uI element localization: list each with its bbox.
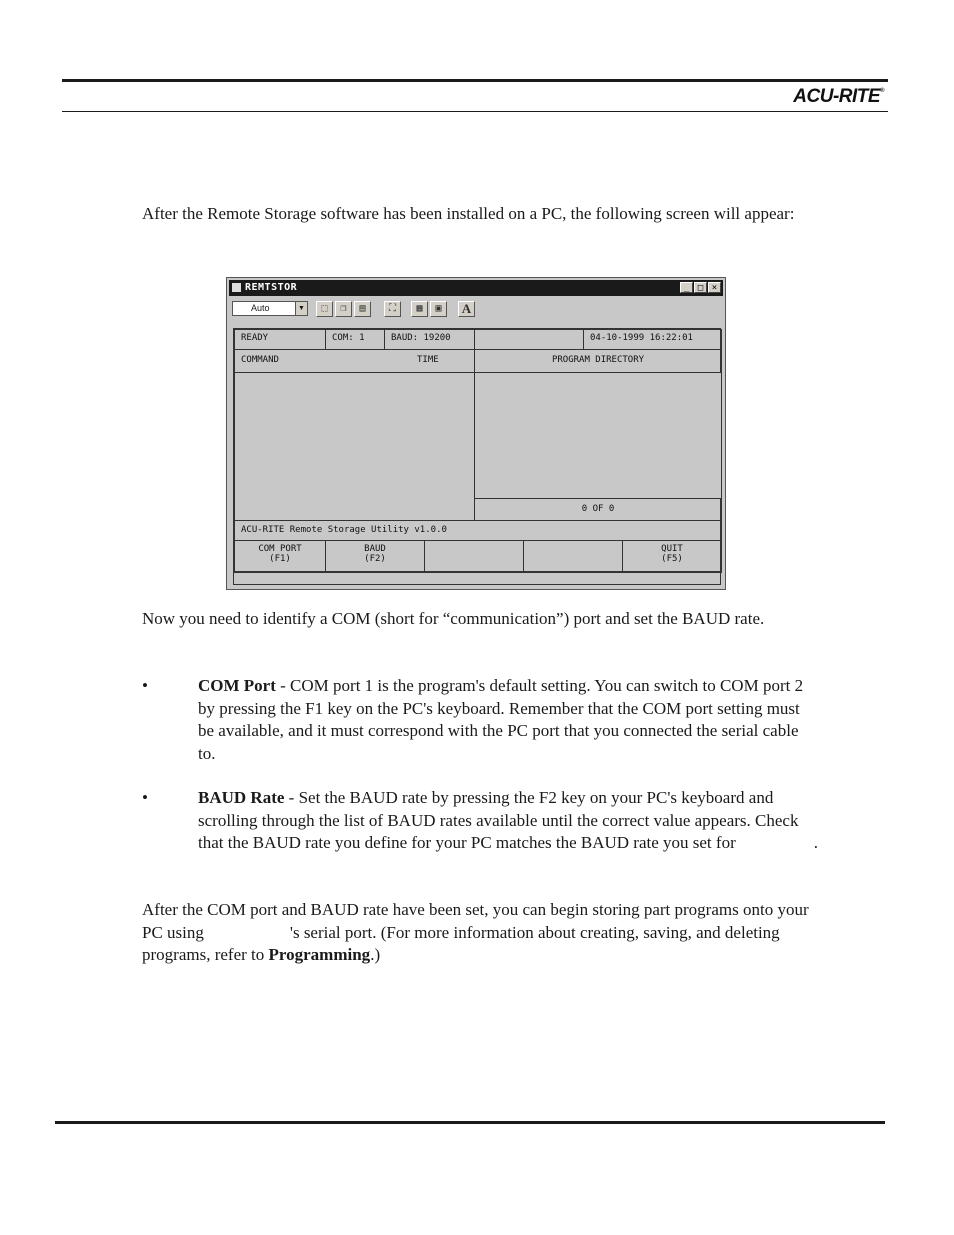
directory-header: PROGRAM DIRECTORY bbox=[474, 349, 722, 373]
minimize-button[interactable]: _ bbox=[680, 282, 693, 293]
font-size-combo[interactable]: Auto ▼ bbox=[232, 301, 308, 316]
chevron-down-icon[interactable]: ▼ bbox=[295, 302, 307, 315]
copy-icon[interactable]: ❐ bbox=[335, 301, 352, 317]
com-port-button[interactable]: COM PORT (F1) bbox=[234, 540, 326, 573]
fullscreen-icon[interactable]: ⛶ bbox=[384, 301, 401, 317]
console-bottom-strip bbox=[233, 572, 721, 585]
command-log-area[interactable] bbox=[234, 372, 475, 521]
font-button[interactable]: A bbox=[458, 301, 475, 317]
acu-rite-logo: ACU-RITE® bbox=[793, 86, 884, 107]
bullet-marker: • bbox=[142, 788, 148, 807]
bullet-marker: • bbox=[142, 676, 148, 695]
program-directory-list[interactable] bbox=[474, 372, 722, 499]
window-toolbar bbox=[229, 298, 723, 320]
command-header: COMMAND TIME bbox=[234, 349, 475, 373]
console-panel bbox=[233, 328, 721, 572]
maximize-button[interactable]: □ bbox=[694, 282, 707, 293]
app-footer-label: ACU-RITE Remote Storage Utility v1.0.0 bbox=[234, 520, 722, 541]
close-button[interactable]: × bbox=[708, 282, 721, 293]
footer-rule bbox=[55, 1121, 885, 1124]
intro-paragraph: After the Remote Storage software has been installed on a PC, the following screen will appear: bbox=[142, 204, 795, 223]
marquee-icon[interactable]: ⬚ bbox=[316, 301, 333, 317]
window-title: REMTSTOR bbox=[245, 282, 298, 293]
background-icon[interactable]: ▣ bbox=[430, 301, 447, 317]
function-key-4-button[interactable] bbox=[523, 540, 623, 573]
status-blank bbox=[474, 329, 584, 350]
status-com: COM: 1 bbox=[325, 329, 385, 350]
function-key-3-button[interactable] bbox=[424, 540, 524, 573]
window-titlebar bbox=[229, 280, 723, 296]
paste-icon[interactable]: ▤ bbox=[354, 301, 371, 317]
baud-button[interactable]: BAUD (F2) bbox=[325, 540, 425, 573]
header-rule-thick bbox=[62, 79, 888, 82]
com-port-term: COM Port bbox=[198, 676, 276, 695]
remtstor-window bbox=[226, 277, 726, 590]
header-rule-thin bbox=[62, 111, 888, 112]
status-ready: READY bbox=[234, 329, 326, 350]
status-baud: BAUD: 19200 bbox=[384, 329, 475, 350]
properties-icon[interactable]: ▦ bbox=[411, 301, 428, 317]
baud-rate-bullet: BAUD Rate - Set the BAUD rate by pressing the F2 key on your PC's keyboard and scrolling through the list of BAUD rates available until the correct value appears. Check that the BAUD rate you define for your PC matches the BAUD rate you set for . bbox=[198, 788, 818, 852]
time-header: TIME bbox=[417, 355, 439, 365]
baud-rate-term: BAUD Rate bbox=[198, 788, 285, 807]
status-datetime: 04-10-1999 16:22:01 bbox=[583, 329, 722, 350]
directory-count: 0 OF 0 bbox=[474, 498, 722, 521]
com-port-bullet: COM Port - COM port 1 is the program's default setting. You can switch to COM port 2 by pressing the F1 key on the PC's keyboard. Remember that the COM port setting must be available, and it must correspond with the PC port that you connected the serial cable to. bbox=[198, 676, 804, 763]
app-icon bbox=[232, 283, 241, 292]
com-intro-paragraph: Now you need to identify a COM (short for “communication”) port and set the BAUD rate. bbox=[142, 609, 765, 628]
closing-paragraph: After the COM port and BAUD rate have been set, you can begin storing part programs onto your PC using 's serial port. (For more information about creating, saving, and deleting programs, refer to Programming.) bbox=[142, 900, 809, 964]
quit-button[interactable]: QUIT (F5) bbox=[622, 540, 722, 573]
programming-reference: Programming bbox=[268, 945, 371, 964]
